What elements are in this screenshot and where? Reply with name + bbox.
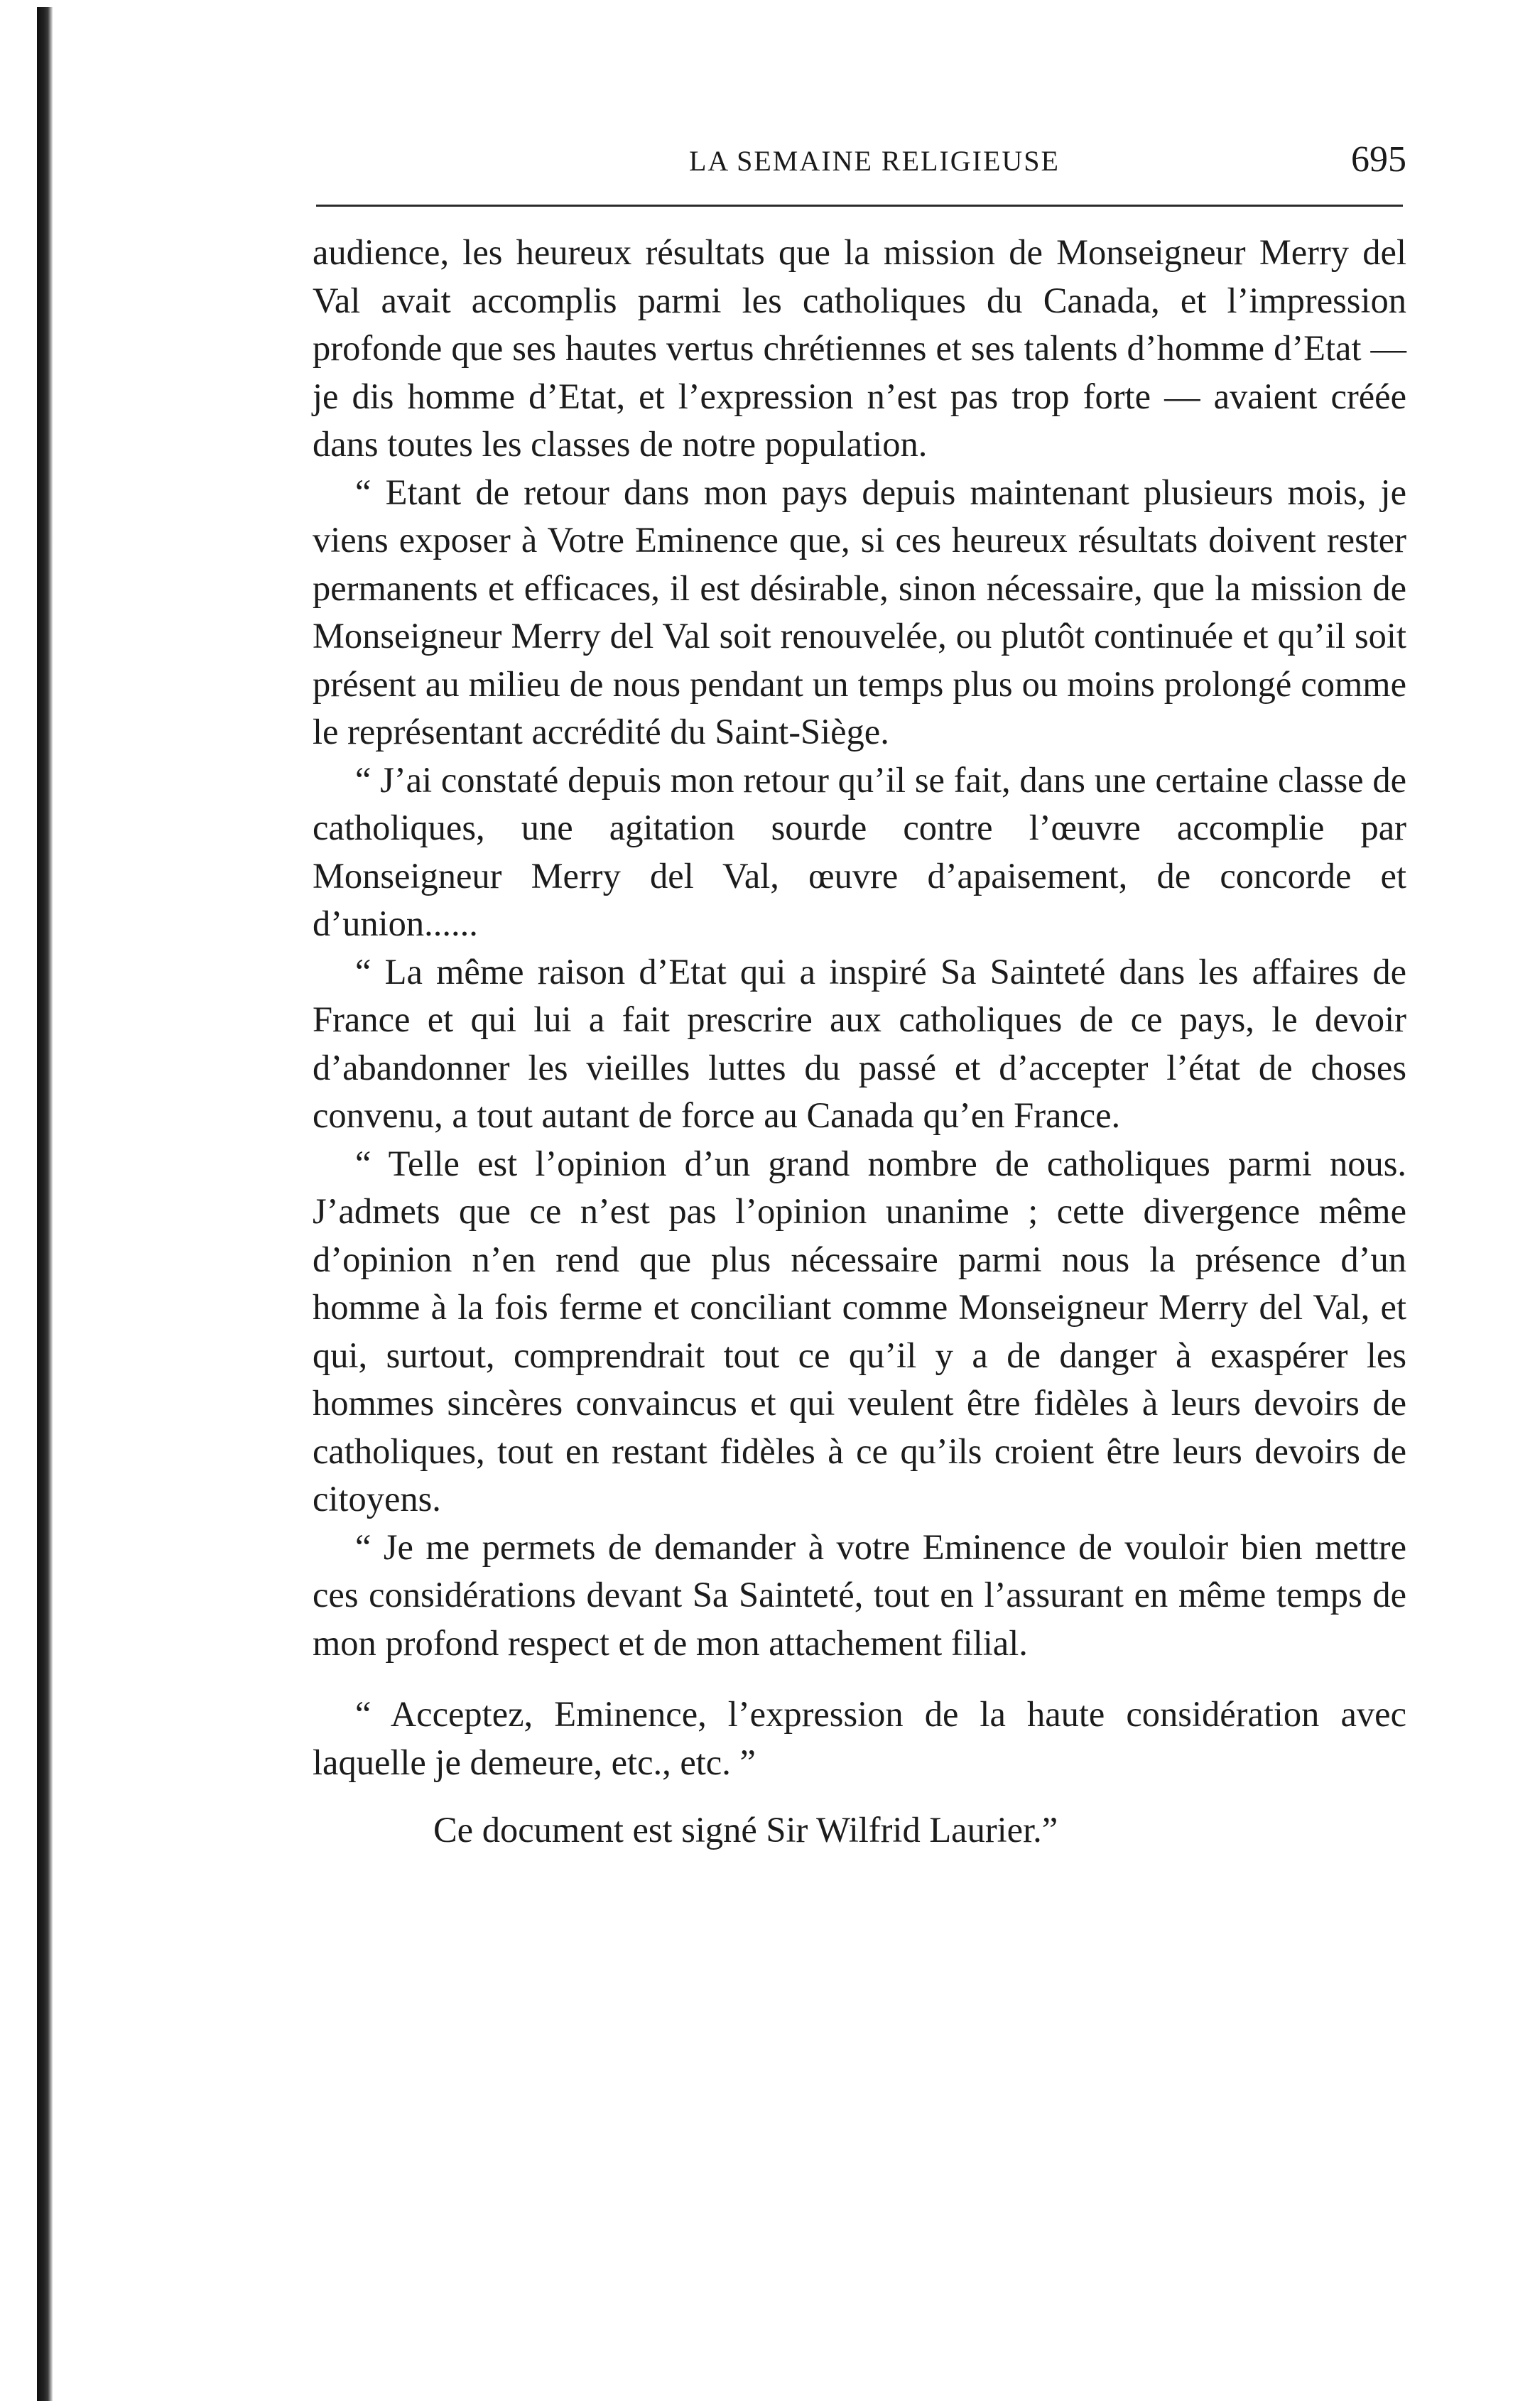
paragraph-continuation: audience, les heureux résultats que la mission de Monseigneur Merry del Val avait accomplis parmi les catholiques du Canada, et l’impression profonde que ses hautes vertus chrétiennes et ses talents d’homme d’Etat — je dis homme d’Etat, et l’expression n’est pas trop forte — avaient créée dans toutes les classes de notre population. (313, 232, 1406, 464)
paragraph-quote: “ J’ai constaté depuis mon retour qu’il se fait, dans une certaine classe de catholiques, une agitation sourde contre l’œuvre accomplie par Monseigneur Merry del Val, œuvre d’apaisement, de concorde et d’union...... (313, 759, 1406, 943)
page-header (313, 139, 1406, 195)
page-binding-edge (37, 7, 53, 2401)
signature-line: Ce document est signé Sir Wilfrid Laurier.” (433, 1810, 1058, 1850)
page-number: 695 (1351, 139, 1406, 180)
running-title: LA SEMAINE RELIGIEUSE (689, 145, 1060, 177)
paragraph-quote: “ La même raison d’Etat qui a inspiré Sa Sainteté dans les affaires de France et qui lui a fait prescrire aux catholiques de ce pays, le devoir d’abandonner les vieilles luttes du passé et d’accepter l’état de choses convenu, a tout autant de force au Canada qu’en France. (313, 951, 1406, 1135)
body-text (313, 229, 1406, 1855)
closing-salutation: “ Acceptez, Eminence, l’expression de la haute considération avec laquelle je demeure, etc., etc. ” (313, 1694, 1406, 1782)
paragraph-quote: “ Telle est l’opinion d’un grand nombre de catholiques parmi nous. J’admets que ce n’est pas l’opinion unanime ; cette divergence même d’opinion n’en rend que plus nécessaire parmi nous la présence d’un homme à la fois ferme et conciliant comme Monseigneur Merry del Val, et qui, surtout, comprendrait tout ce qu’il y a de danger à exaspérer les hommes sincères convaincus et qui veulent être fidèles à leurs devoirs de catholiques, tout en restant fidèles à ce qu’ils croient être leurs devoirs de citoyens. (313, 1143, 1406, 1519)
paragraph-quote: “ Je me permets de demander à votre Eminence de vouloir bien mettre ces considérations devant Sa Sainteté, tout en l’assurant en même temps de mon profond respect et de mon attachement filial. (313, 1526, 1406, 1663)
paragraph-quote: “ Etant de retour dans mon pays depuis maintenant plusieurs mois, je viens exposer à Votre Eminence que, si ces heureux résultats doivent rester permanents et efficaces, il est désirable, sinon nécessaire, que la mission de Monseigneur Merry del Val soit renouvelée, ou plutôt continuée et qu’il soit présent au milieu de nous pendant un temps plus ou moins prolongé comme le représentant accrédité du Saint-Siège. (313, 472, 1406, 752)
header-rule (316, 205, 1403, 207)
